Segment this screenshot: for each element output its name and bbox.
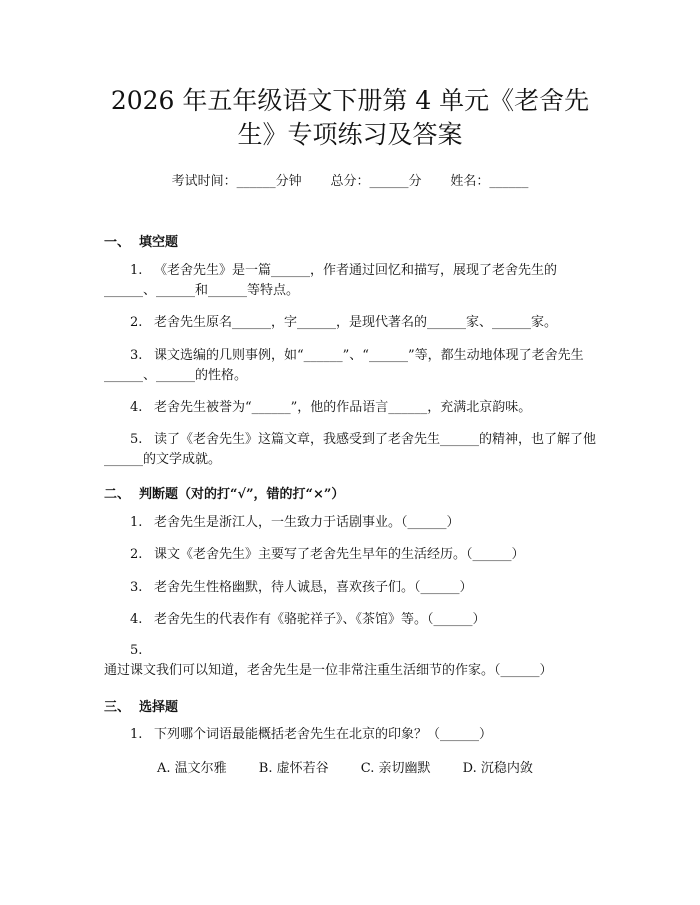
question-text: 读了《老舍先生》这篇文章，我感受到了老舍先生______的精神，也了解了他______的文学成就。 xyxy=(104,432,597,467)
page-title-line-1: 2026 年五年级语文下册第 4 单元《老舍先 xyxy=(110,86,590,115)
question-text: 老舍先生被誉为“______”，他的作品语言______，充满北京韵味。 xyxy=(154,400,532,415)
option-d: D. 沉稳内敛 xyxy=(462,761,533,776)
question-number: 2. xyxy=(130,547,143,562)
question-1-4 xyxy=(104,398,600,418)
question-number: 4. xyxy=(130,612,143,627)
question-1-3 xyxy=(104,346,600,386)
question-number: 3. xyxy=(130,348,143,363)
question-text: 下列哪个词语最能概括老舍先生在北京的印象？（______） xyxy=(154,727,493,742)
section-heading-true-false: 二、 判断题（对的打“√”，错的打“×”） xyxy=(104,487,345,502)
option-a: A. 温文尔雅 xyxy=(157,761,227,776)
question-text: 课文《老舍先生》主要写了老舍先生早年的生活经历。（______） xyxy=(154,547,525,562)
question-2-4 xyxy=(104,610,600,630)
question-number: 5. xyxy=(130,643,143,658)
question-number: 1. xyxy=(130,515,143,530)
question-1-5 xyxy=(104,430,600,470)
question-number: 2. xyxy=(130,315,143,330)
question-text: 老舍先生是浙江人，一生致力于话剧事业。（______） xyxy=(154,515,460,530)
question-number: 4. xyxy=(130,400,143,415)
question-text: 老舍先生的代表作有《骆驼祥子》、《茶馆》等。（______） xyxy=(154,612,486,627)
question-2-1 xyxy=(104,513,600,533)
section-heading-multiple-choice: 三、 选择题 xyxy=(104,700,179,715)
question-text: 通过课文我们可以知道，老舍先生是一位非常注重生活细节的作家。（______） xyxy=(104,663,553,678)
answer-options xyxy=(157,757,561,776)
question-number: 3. xyxy=(130,580,143,595)
question-2-3 xyxy=(104,578,600,598)
exam-info: 考试时间：______分钟 总分：______分 姓名：______ xyxy=(171,174,529,189)
section-heading-fill-in: 一、 填空题 xyxy=(104,235,179,250)
question-text: 课文选编的几则事例，如“______”、“______”等，都生动地体现了老舍先生______、______的性格。 xyxy=(104,348,584,383)
question-number: 1. xyxy=(130,263,143,278)
question-number: 5. xyxy=(130,432,143,447)
question-1-1 xyxy=(104,261,600,301)
question-3-1 xyxy=(104,725,600,745)
question-text: 老舍先生原名______，字______，是现代著名的______家、______家。 xyxy=(154,315,558,330)
question-1-2 xyxy=(104,313,600,333)
question-2-5 xyxy=(104,641,600,681)
option-c: C. 亲切幽默 xyxy=(360,761,431,776)
question-text: 《老舍先生》是一篇______，作者通过回忆和描写，展现了老舍先生的______、______和______等特点。 xyxy=(104,263,558,298)
page-title-line-2: 生》专项练习及答案 xyxy=(237,120,463,149)
question-2-2 xyxy=(104,545,600,565)
question-text: 老舍先生性格幽默，待人诚恳，喜欢孩子们。（______） xyxy=(154,580,473,595)
option-b: B. 虚怀若谷 xyxy=(258,761,329,776)
question-number: 1. xyxy=(130,727,143,742)
